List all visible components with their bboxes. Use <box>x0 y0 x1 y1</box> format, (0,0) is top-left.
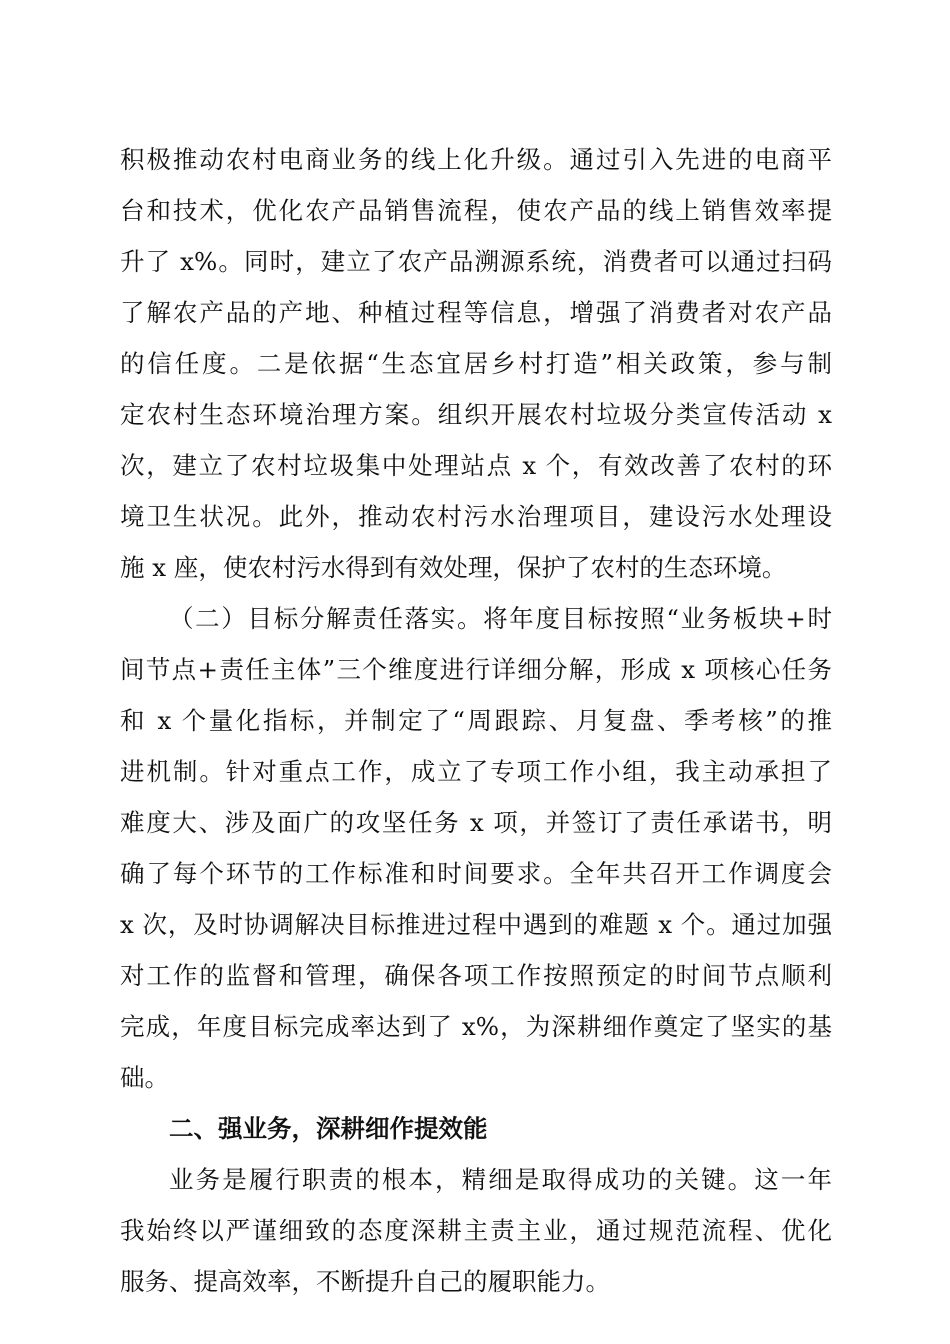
paragraph-line: 间节点+责任主体”三个维度进行详细分解，形成 x 项核心任务 <box>120 655 832 684</box>
section-heading: 二、强业务，深耕细作提效能 <box>169 1114 488 1143</box>
paragraph-line: 服务、提高效率，不断提升自己的履职能力。 <box>120 1267 610 1296</box>
paragraph-line: （二）目标分解责任落实。将年度目标按照“业务板块+时 <box>169 604 832 633</box>
paragraph-line: 境卫生状况。此外，推动农村污水治理项目，建设污水处理设 <box>120 502 832 531</box>
paragraph-line: 的信任度。二是依据“生态宜居乡村打造”相关政策，参与制 <box>120 349 832 378</box>
paragraph-line: 台和技术，优化农产品销售流程，使农产品的线上销售效率提 <box>120 196 832 225</box>
paragraph-line: 我始终以严谨细致的态度深耕主责主业，通过规范流程、优化 <box>120 1216 832 1245</box>
paragraph-line: x 次，及时协调解决目标推进过程中遇到的难题 x 个。通过加强 <box>120 910 832 939</box>
paragraph-line: 施 x 座，使农村污水得到有效处理，保护了农村的生态环境。 <box>120 553 787 582</box>
paragraph-line: 业务是履行职责的根本，精细是取得成功的关键。这一年 <box>169 1165 832 1194</box>
paragraph-line: 进机制。针对重点工作，成立了专项工作小组，我主动承担了 <box>120 757 832 786</box>
paragraph-line: 础。 <box>120 1063 169 1092</box>
paragraph-line: 难度大、涉及面广的攻坚任务 x 项，并签订了责任承诺书，明 <box>120 808 832 837</box>
paragraph-line: 积极推动农村电商业务的线上化升级。通过引入先进的电商平 <box>120 145 832 174</box>
paragraph-line: 定农村生态环境治理方案。组织开展农村垃圾分类宣传活动 x <box>120 400 832 429</box>
paragraph-line: 了解农产品的产地、种植过程等信息，增强了消费者对农产品 <box>120 298 832 327</box>
paragraph-line: 升了 x%。同时，建立了农产品溯源系统，消费者可以通过扫码 <box>120 247 832 276</box>
paragraph-line: 确了每个环节的工作标准和时间要求。全年共召开工作调度会 <box>120 859 832 888</box>
paragraph-line: 对工作的监督和管理，确保各项工作按照预定的时间节点顺利 <box>120 961 832 990</box>
paragraph-line: 次，建立了农村垃圾集中处理站点 x 个，有效改善了农村的环 <box>120 451 832 480</box>
paragraph-line: 完成，年度目标完成率达到了 x%，为深耕细作奠定了坚实的基 <box>120 1012 832 1041</box>
paragraph-line: 和 x 个量化指标，并制定了“周跟踪、月复盘、季考核”的推 <box>120 706 832 735</box>
